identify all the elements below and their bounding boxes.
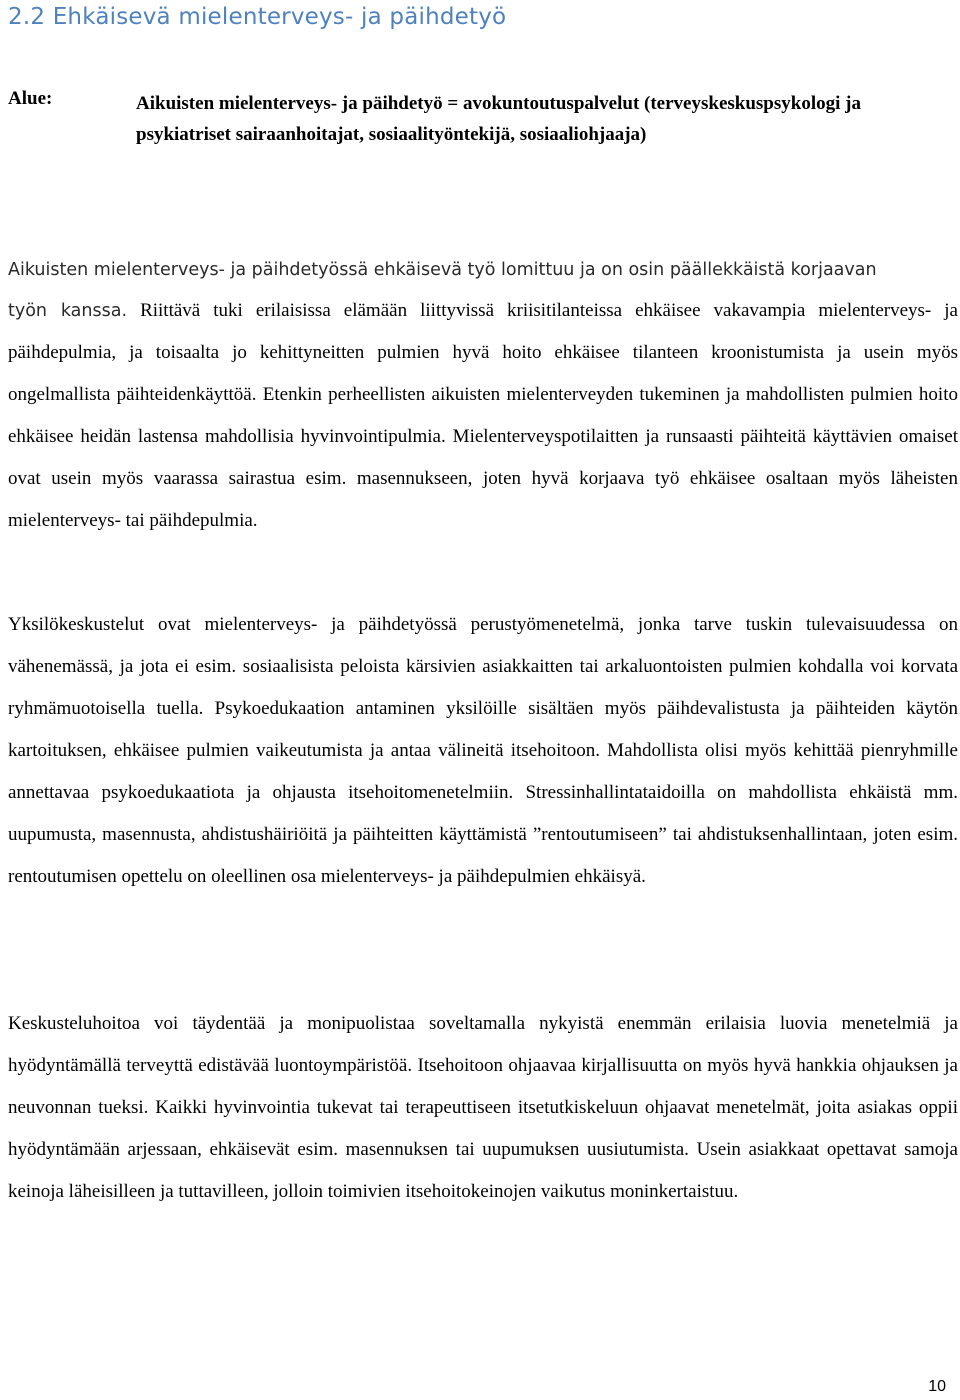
alue-label: Alue: — [8, 88, 53, 109]
intro-line-1: Aikuisten mielenterveys- ja päihdetyössä ehkäisevä työ lomittuu ja on osin päällekkäistä korjaavan — [8, 260, 877, 280]
section-heading: 2.2 Ehkäisevä mielenterveys- ja päihdetyö — [8, 4, 507, 30]
alue-text: Aikuisten mielenterveys- ja päihdetyö = avokuntoutuspalvelut (terveyskeskuspsykologi ja psykiatriset sairaanhoitajat, sosiaalityöntekijä, sosiaaliohjaaja) — [136, 93, 861, 145]
paragraph-2: Yksilökeskustelut ovat mielenterveys- ja päihdetyössä perustyömenetelmä, jonka tarve tuskin tulevaisuudessa on vähenemässä, ja jota ei esim. sosiaalisista peloista kärsivien asiakkaitten tai arkaluontoisten pulmien kohdalla voi korvata ryhmämuotoisella tuella. Psykoedukaation antaminen yksilöille sisältäen myös päihdevalistusta ja päihteiden käytön kartoituksen, ehkäisee pulmien vaikeutumista ja antaa välineitä itsehoitoon. Mahdollista olisi myös kehittää pienryhmille annettavaa psykoedukaatiota ja ohjausta itsehoitomenetelmiin. Stressinhallintataidoilla on mahdollista ehkäistä mm. uupumusta, masennusta, ahdistushäiriöitä ja päihteitten käyttämistä ”rentoutumiseen” tai ahdistuksenhallintaan, joten esim. rentoutumisen opettelu on oleellinen osa mielenterveys- ja päihdepulmien ehkäisyä. — [8, 614, 958, 887]
intro-line-2-start: työn kanssa. — [8, 301, 128, 321]
paragraph-1 — [8, 290, 958, 542]
page-number: 10 — [928, 1378, 946, 1395]
paragraph-1-text: Riittävä tuki erilaisissa elämään liittyvissä kriisitilanteissa ehkäisee vakavampia mielenterveys- ja päihdepulmia, ja toisaalta jo kehittyneitten pulmien hyvä hoito ehkäisee tilanteen kroonistumista ja usein myös ongelmallista päihteidenkäyttöä. Etenkin perheellisten aikuisten mielenterveyden tukeminen ja mahdollisten pulmien hoito ehkäisee heidän lastensa mahdollisia hyvinvointipulmia. Mielenterveyspotilaitten ja runsaasti päihteitä käyttävien omaiset ovat usein myös vaarassa sairastua esim. masennukseen, joten hyvä korjaava työ ehkäisee osaltaan myös läheisten mielenterveys- tai päihdepulmia. — [8, 300, 958, 531]
paragraph-3: Keskusteluhoitoa voi täydentää ja monipuolistaa soveltamalla nykyistä enemmän erilaisia luovia menetelmiä ja hyödyntämällä terveyttä edistävää luontoympäristöä. Itsehoitoon ohjaavaa kirjallisuutta on myös hyvä hankkia ohjauksen ja neuvonnan tueksi. Kaikki hyvinvointia tukevat tai terapeuttiseen itsetutkiskeluun ohjaavat menetelmät, joita asiakas oppii hyödyntämään arjessaan, ehkäisevät esim. masennuksen tai uupumuksen uusiutumista. Usein asiakkaat opettavat samoja keinoja läheisilleen ja tuttavilleen, jolloin toimivien itsehoitokeinojen vaikutus moninkertaistuu. — [8, 1013, 958, 1202]
intro-line — [8, 255, 958, 285]
